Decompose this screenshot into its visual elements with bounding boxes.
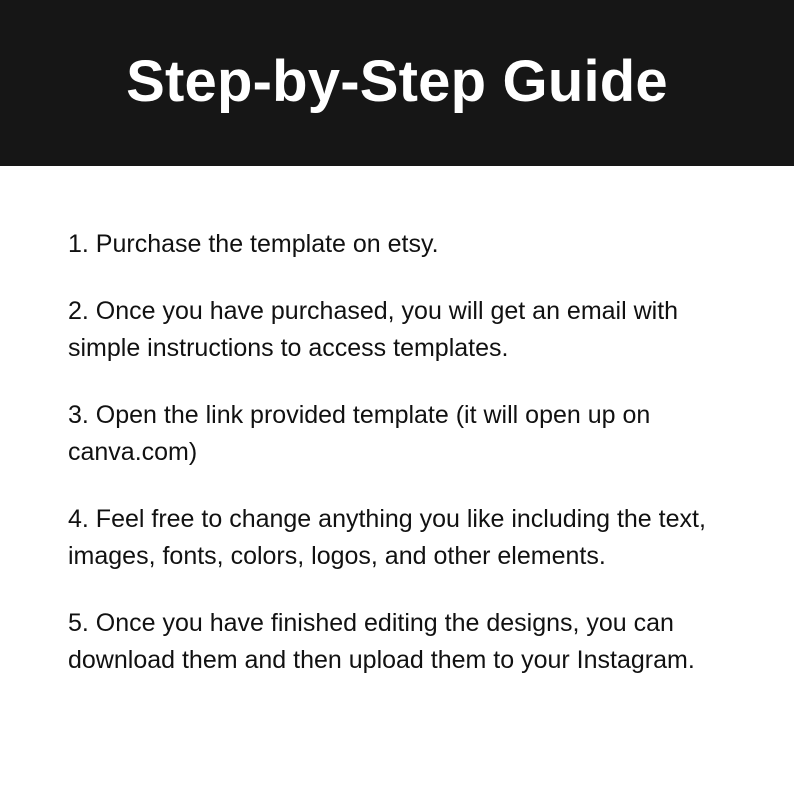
- step-item-1: 1. Purchase the template on etsy.: [68, 230, 439, 258]
- step-item-3: 3. Open the link provided template (it will open up on canva.com): [68, 401, 651, 466]
- step-item-5: 5. Once you have finished editing the designs, you can download them and then upload them to your Instagram.: [68, 609, 695, 674]
- header-banner: [0, 0, 794, 166]
- step-item-2: 2. Once you have purchased, you will get an email with simple instructions to access templates.: [68, 297, 679, 362]
- page-title: Step-by-Step Guide: [126, 49, 668, 114]
- step-item-4: 4. Feel free to change anything you like including the text, images, fonts, colors, logos, and other elements.: [68, 505, 706, 570]
- steps-list: [68, 226, 738, 679]
